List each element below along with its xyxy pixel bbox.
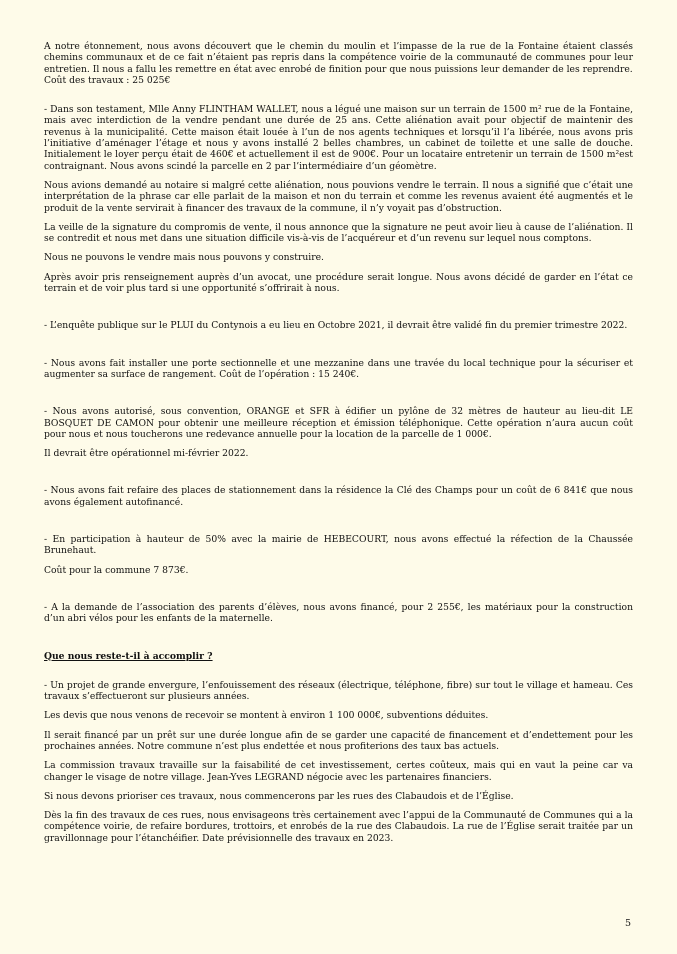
paragraph-compromis: La veille de la signature du compromis de vente, il nous annonce que la signature ne peut avoir lieu à cause de l’aliénation. Il se contredit et nous met dans une situation difficile vis-à-vis de l’acquéreur et d’un revenu sur lequel nous comptons. (44, 221, 633, 245)
paragraph-porte-sectionnelle: - Nous avons fait installer une porte sectionnelle et une mezzanine dans une travée du local technique pour la sécuriser et augmenter sa surface de rangement. Coût de l’opération : 15 240€. (44, 357, 633, 380)
paragraph-chemin-moulin: A notre étonnement, nous avons découvert que le chemin du moulin et l’impasse de la rue de la Fontaine étaient classés chemins communaux et de ce fait n’étaient pas repris dans la compétence voirie de la communauté de communes pour leur entretien. Il nous a fallu les remettre en état avec enrobé de finition pour que nous puissions leur demander de les reprendre. (44, 41, 633, 75)
paragraph-fin-travaux: Dès la fin des travaux de ces rues, nous envisageons très certainement avec l’appui de la Communauté de Communes qui a la compétence voirie, de refaire bordures, trottoirs, et enrobés de la rue des Clabaudois. La rue de l’Église serait traitée par un gravillonnage pour l’étanchéifier. Date prévisionnelle des travaux en 2023. (44, 810, 633, 844)
paragraph-testament: - Dans son testament, Mlle Anny FLINTHAM WALLET, nous a légué une maison sur un terrain de 1500 m² rue de la Fontaine, mais avec interdiction de la vendre pendant une durée de 25 ans. Cette aliénation avait pour objectif de maintenir des revenus à la municipalité. Cette maison était louée à l’un de nos agents techniques et lorsqu’il l’a libérée, nous avons pris l’initiative d’aménager l’étage et nous y avons installé 2 belles chambres, un cabinet de toilette et une salle de douche. Initialement le loyer perçu était de 460€ et actuellement il est de 900€. Pour un locataire entretenir un terrain de 1500 m²est contraignant. Nous avons scindé la parcelle en 2 par l’intermédiaire d’un géomètre. (44, 104, 633, 172)
paragraph-abri-velos: - A la demande de l’association des parents d’élèves, nous avons financé, pour 2 255€, les matériaux pour la construction d’un abri vélos pour les enfants de la maternelle. (44, 601, 633, 625)
section-heading: Que nous reste-t-il à accomplir ? (44, 650, 213, 662)
paragraph-enfouissement: - Un projet de grande envergure, l’enfouissement des réseaux (électrique, téléphone, fibre) sur tout le village et hameau. Ces travaux s’effectueront sur plusieurs années. (44, 679, 633, 703)
paragraph-pylone-date: Il devrait être opérationnel mi-février 2022. (44, 448, 249, 460)
paragraph-chemin-cost: Coût des travaux : 25 025€ (44, 74, 171, 86)
paragraph-prioriser: Si nous devons prioriser ces travaux, nous commencerons par les rues des Clabaudois et de l’Église. (44, 790, 514, 802)
paragraph-pylone: - Nous avons autorisé, sous convention, ORANGE et SFR à édifier un pylône de 32 mètres de hauteur au lieu-dit LE BOSQUET DE CAMON pour obtenir une meilleure réception et émission téléphonique. Cette opération n’aura aucun coût pour nous et nous toucherons une redevance annuelle pour la location de la parcelle de 1 000€. (44, 406, 633, 440)
paragraph-stationnement: - Nous avons fait refaire des places de stationnement dans la résidence la Clé des Champs pour un coût de 6 841€ que nous avons également autofinancé. (44, 485, 633, 508)
paragraph-commission: La commission travaux travaille sur la faisabilité de cet investissement, certes coûteux, mais qui en vaut la peine car va changer le visage de notre village. Jean-Yves LEGRAND négocie avec les partenaires financiers. (44, 760, 633, 783)
page-number: 5 (624, 918, 631, 929)
paragraph-construire: Nous ne pouvons le vendre mais nous pouvons y construire. (44, 252, 324, 264)
paragraph-devis: Les devis que nous venons de recevoir se montent à environ 1 100 000€, subventions déduites. (44, 710, 489, 722)
paragraph-plui: - L’enquête publique sur le PLUI du Contynois a eu lieu en Octobre 2021, il devrait être validé fin du premier trimestre 2022. (44, 320, 628, 332)
paragraph-chaussee-cost: Coût pour la commune 7 873€. (44, 564, 189, 576)
paragraph-avocat: Après avoir pris renseignement auprès d’un avocat, une procédure serait longue. Nous avons décidé de garder en l’état ce terrain et de voir plus tard si une opportunité s’offrirait à nous. (44, 271, 633, 295)
paragraph-chaussee: - En participation à hauteur de 50% avec la mairie de HEBECOURT, nous avons effectué la réfection de la Chaussée Brunehaut. (44, 534, 633, 557)
paragraph-notaire: Nous avions demandé au notaire si malgré cette aliénation, nous pouvions vendre le terrain. Il nous a signifié que c’était une interprétation de la phrase car elle parlait de la maison et non du terrain et comme les revenus avaient été augmentés et le produit de la vente servirait à financer des travaux de la commune, il n’y voyait pas d’obstruction. (44, 179, 633, 214)
paragraph-pret: Il serait financé par un prêt sur une durée longue afin de se garder une capacité de financement et d’endettement pour les prochaines années. Notre commune n’est plus endettée et nous profiterions des taux bas actuels. (44, 729, 633, 752)
